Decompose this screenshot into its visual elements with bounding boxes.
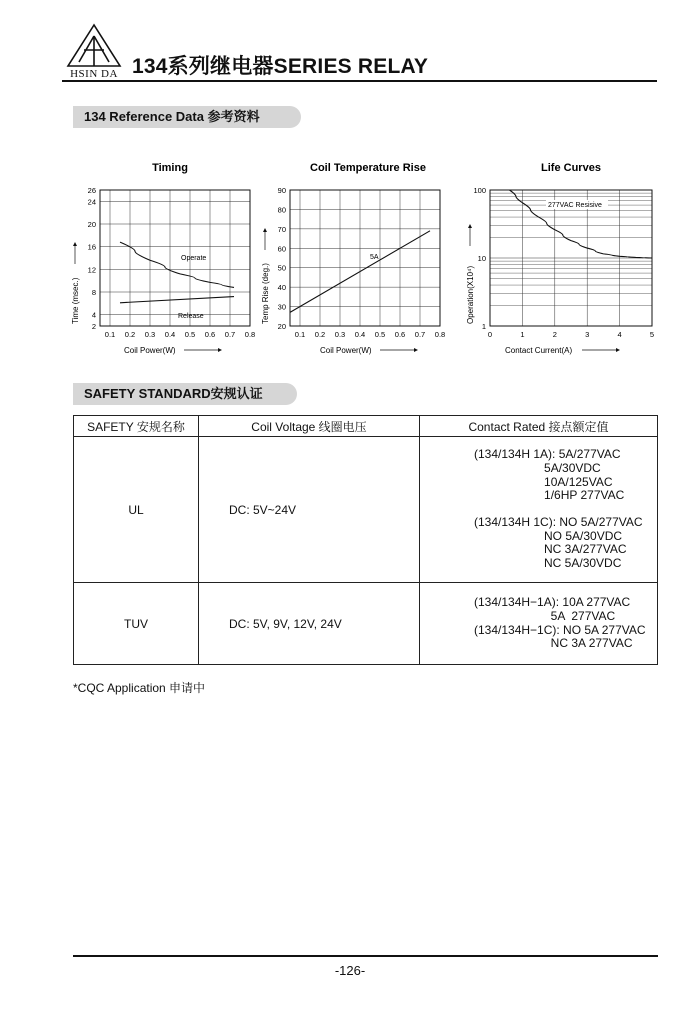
y-tick-label: 16 xyxy=(87,242,96,252)
chart-title: Coil Temperature Rise xyxy=(310,162,426,174)
logo-text: HSIN DA xyxy=(70,68,118,80)
x-tick-label: 0.8 xyxy=(244,330,256,339)
contact-rated-cell: (134/134H−1A): 10A 277VAC 5A 277VAC (134/134H−1C): NO 5A 277VAC NC 3A 277VAC xyxy=(420,583,658,665)
x-tick-label: 4 xyxy=(617,330,622,339)
x-tick-label: 0.3 xyxy=(144,330,156,339)
x-tick-label: 0.2 xyxy=(314,330,326,339)
safety-name-cell: UL xyxy=(74,437,199,583)
safety-standard-table xyxy=(73,415,658,665)
series-line xyxy=(120,297,234,303)
x-tick-label: 0.5 xyxy=(184,330,196,339)
x-tick-label: 0.7 xyxy=(414,330,426,339)
series-label: 5A xyxy=(370,254,379,261)
series-label: Operate xyxy=(181,255,207,262)
x-tick-label: 0.1 xyxy=(104,330,116,339)
y-tick-label: 10 xyxy=(477,254,486,263)
chart-title: Life Curves xyxy=(541,162,601,174)
x-tick-label: 0.6 xyxy=(394,330,406,339)
coil-voltage-cell: DC: 5V, 9V, 12V, 24V xyxy=(199,583,420,665)
x-tick-label: 0 xyxy=(487,330,493,339)
y-tick-label: 26 xyxy=(87,186,96,195)
x-tick-label: 0.8 xyxy=(434,330,446,339)
y-tick-label: 1 xyxy=(481,322,486,331)
x-axis-arrowhead xyxy=(218,348,222,352)
x-axis-label: Coil Power(W) xyxy=(320,346,372,355)
x-tick-label: 0.4 xyxy=(164,330,176,339)
column-header-coil-voltage: Coil Voltage 线圈电压 xyxy=(199,416,420,437)
y-tick-label: 2 xyxy=(91,322,96,331)
series-label: Release xyxy=(178,313,204,320)
x-tick-label: 0.1 xyxy=(294,330,306,339)
safety-name-cell: TUV xyxy=(74,583,199,665)
x-tick-label: 0.5 xyxy=(374,330,386,339)
page-title: 134系列继电器SERIES RELAY xyxy=(132,55,429,78)
y-tick-label: 12 xyxy=(87,265,96,275)
x-axis-label: Coil Power(W) xyxy=(124,346,176,355)
y-tick-label: 4 xyxy=(91,310,96,320)
y-axis-arrowhead xyxy=(263,228,267,232)
y-tick-label: 80 xyxy=(277,205,286,215)
y-tick-label: 20 xyxy=(277,322,286,331)
x-tick-label: 3 xyxy=(585,330,590,339)
series-label: 277VAC Resisive xyxy=(548,202,602,209)
series-line xyxy=(120,242,234,287)
y-tick-label: 24 xyxy=(87,197,96,207)
x-tick-label: 0.6 xyxy=(204,330,216,339)
table-row xyxy=(74,437,658,583)
y-axis-arrowhead xyxy=(73,242,77,246)
x-tick-label: 0.3 xyxy=(334,330,346,339)
y-axis-label: Temp Rise (deg.) xyxy=(261,263,270,324)
reference-data-heading: 134 Reference Data 参考资料 xyxy=(73,106,301,128)
y-tick-label: 30 xyxy=(277,302,286,312)
y-tick-label: 70 xyxy=(277,224,286,234)
y-axis-label: Time (msec.) xyxy=(71,277,80,324)
y-tick-label: 60 xyxy=(277,244,286,254)
x-tick-label: 5 xyxy=(649,330,655,339)
life-curves-chart xyxy=(455,150,665,365)
header-divider xyxy=(62,80,657,82)
x-axis-label: Contact Current(A) xyxy=(505,346,573,355)
contact-rated-cell: (134/134H 1A): 5A/277VAC 5A/30VDC 10A/125VAC 1/6HP 277VAC (134/134H 1C): NO 5A/277VAC NO 5A/30VDC NC 3A/277VAC NC 5A/30VDC xyxy=(420,437,658,583)
y-tick-label: 90 xyxy=(277,186,286,195)
x-tick-label: 0.7 xyxy=(224,330,236,339)
y-tick-label: 8 xyxy=(91,288,96,297)
x-axis-arrowhead xyxy=(414,348,418,352)
y-tick-label: 100 xyxy=(473,186,486,195)
column-header-contact-rated: Contact Rated 接点额定值 xyxy=(420,416,658,437)
table-header-row xyxy=(74,416,658,437)
footer-divider xyxy=(73,955,658,957)
coil-voltage-cell: DC: 5V~24V xyxy=(199,437,420,583)
page-number: -126- xyxy=(334,963,366,978)
y-tick-label: 50 xyxy=(277,263,286,273)
y-axis-label: Operation(X10⁴) xyxy=(466,265,475,324)
x-axis-arrowhead xyxy=(616,348,620,352)
plot-frame xyxy=(100,190,250,326)
cqc-note: *CQC Application 申请中 xyxy=(73,681,206,695)
y-tick-label: 40 xyxy=(277,283,286,293)
x-tick-label: 0.4 xyxy=(354,330,366,339)
x-tick-label: 0.2 xyxy=(124,330,136,339)
x-tick-label: 1 xyxy=(520,330,525,339)
table-row xyxy=(74,583,658,665)
column-header-safety: SAFETY 安规名称 xyxy=(74,416,199,437)
x-tick-label: 2 xyxy=(552,330,557,339)
timing-chart xyxy=(60,150,260,365)
plot-frame xyxy=(290,190,440,326)
y-tick-label: 20 xyxy=(87,220,96,229)
chart-title: Timing xyxy=(152,162,188,174)
safety-standard-heading: SAFETY STANDARD安规认证 xyxy=(73,383,297,405)
coil-temperature-rise-chart xyxy=(250,150,450,365)
y-axis-arrowhead xyxy=(468,224,472,228)
